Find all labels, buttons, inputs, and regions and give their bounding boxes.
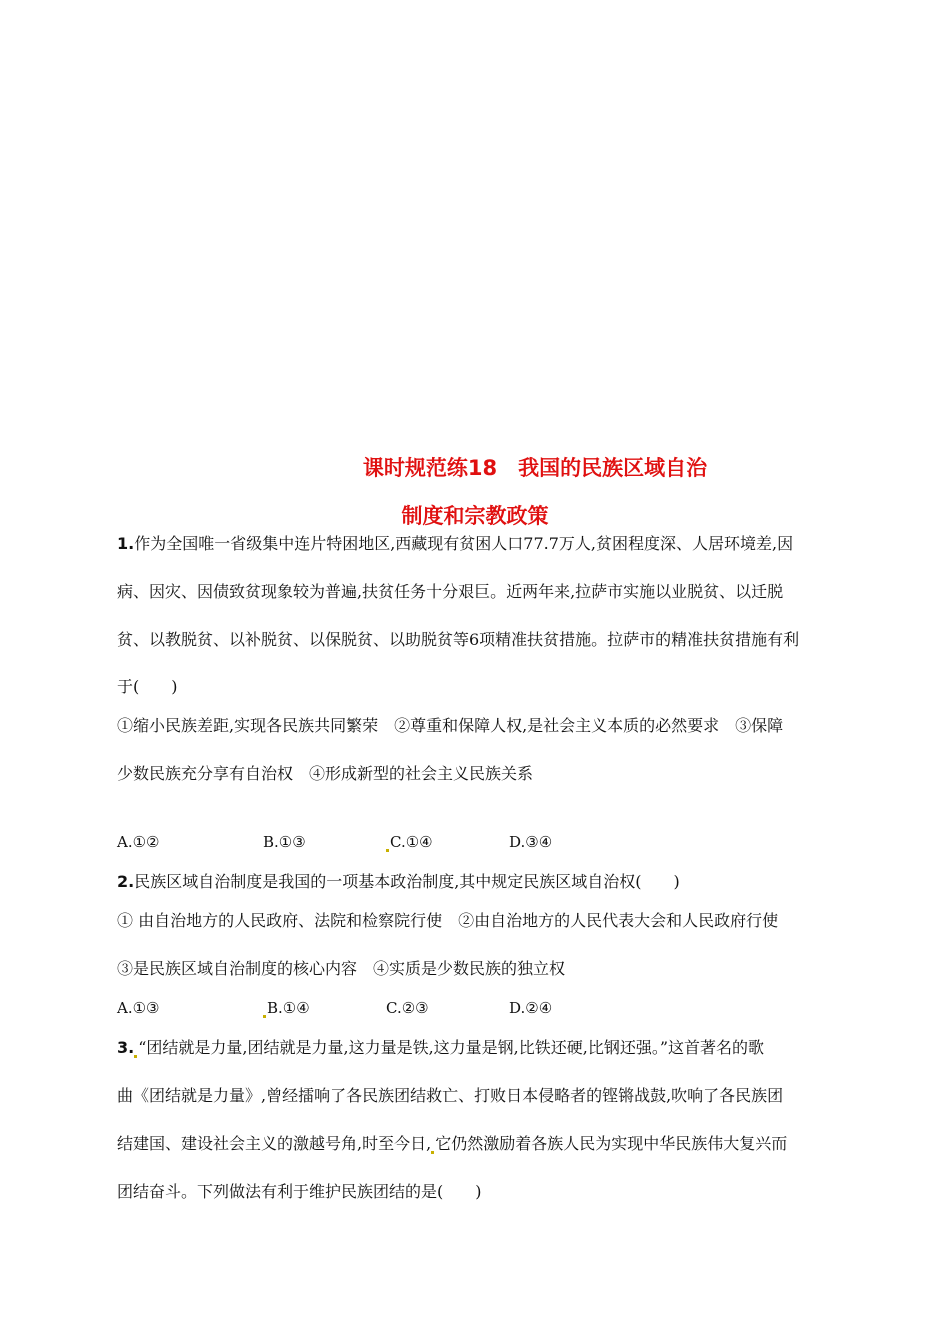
q3-stem-line-1: “团结就是力量,团结就是力量,这力量是铁,这力量是钢,比铁还硬,比钢还强。”这首著名的歌 (138, 1038, 765, 1057)
q3-stem-line-2: 曲《团结就是力量》,曾经擂响了各民族团结救亡、打败日本侵略者的铿锵战鼓,吹响了各民族团 (117, 1086, 784, 1105)
q2-option-b: B.①④ (263, 998, 310, 1018)
q1-option-c: C.①④ (386, 832, 433, 852)
q1-stem-line-1: 作为全国唯一省级集中连片特困地区,西藏现有贫困人口77.7万人,贫困程度深、人居环境差,因 (134, 534, 794, 553)
q2-option-d: D.②④ (509, 999, 553, 1017)
q1-stem-line-3: 贫、以教脱贫、以补脱贫、以保脱贫、以助脱贫等6项精准扶贫措施。拉萨市的精准扶贫措施有利 (117, 630, 800, 649)
q2-stem: 民族区域自治制度是我国的一项基本政治制度,其中规定民族区域自治权( ) (134, 872, 680, 891)
q3-stem-line-4: 团结奋斗。下列做法有利于维护民族团结的是( ) (117, 1182, 482, 1201)
q2-option-c: C.②③ (386, 999, 429, 1017)
q1-number: 1. (117, 534, 135, 553)
q2-option-a: A.①③ (117, 999, 160, 1017)
q3-number: 3. (117, 1038, 135, 1057)
page-title-line-2: 制度和宗教政策 (401, 504, 549, 528)
highlight-mark (386, 849, 389, 852)
q1-stem-line-4: 于( ) (117, 677, 178, 696)
page-title-line-1: 课时规范练18 我国的民族区域自治 (362, 456, 708, 480)
q2-number: 2. (117, 872, 135, 891)
highlight-mark (431, 1151, 434, 1154)
highlight-mark (263, 1015, 266, 1018)
q1-stem-line-2: 病、因灾、因债致贫现象较为普遍,扶贫任务十分艰巨。近两年来,拉萨市实施以业脱贫、以迁脱 (117, 582, 784, 601)
q1-option-a: A.①② (117, 833, 160, 851)
q3-line-1 (117, 1038, 837, 1058)
q1-option-d: D.③④ (509, 833, 553, 851)
q1-option-b: B.①③ (263, 833, 306, 851)
q2-statements-line-2: ③是民族区域自治制度的核心内容 ④实质是少数民族的独立权 (117, 959, 566, 978)
q2-statements-line-1: ① 由自治地方的人民政府、法院和检察院行使 ②由自治地方的人民代表大会和人民政府行使 (117, 911, 779, 930)
q1-statements-line-1: ①缩小民族差距,实现各民族共同繁荣 ②尊重和保障人权,是社会主义本质的必然要求 ③保障 (117, 716, 784, 735)
highlight-mark (134, 1055, 137, 1058)
q2-line-1 (117, 872, 837, 892)
q1-statements-line-2: 少数民族充分享有自治权 ④形成新型的社会主义民族关系 (117, 764, 534, 783)
q3-stem-line-3: 结建国、建设社会主义的激越号角,时至今日, 它仍然激励着各族人民为实现中华民族伟大复兴而 (117, 1134, 788, 1153)
q1-line-1 (117, 534, 837, 554)
